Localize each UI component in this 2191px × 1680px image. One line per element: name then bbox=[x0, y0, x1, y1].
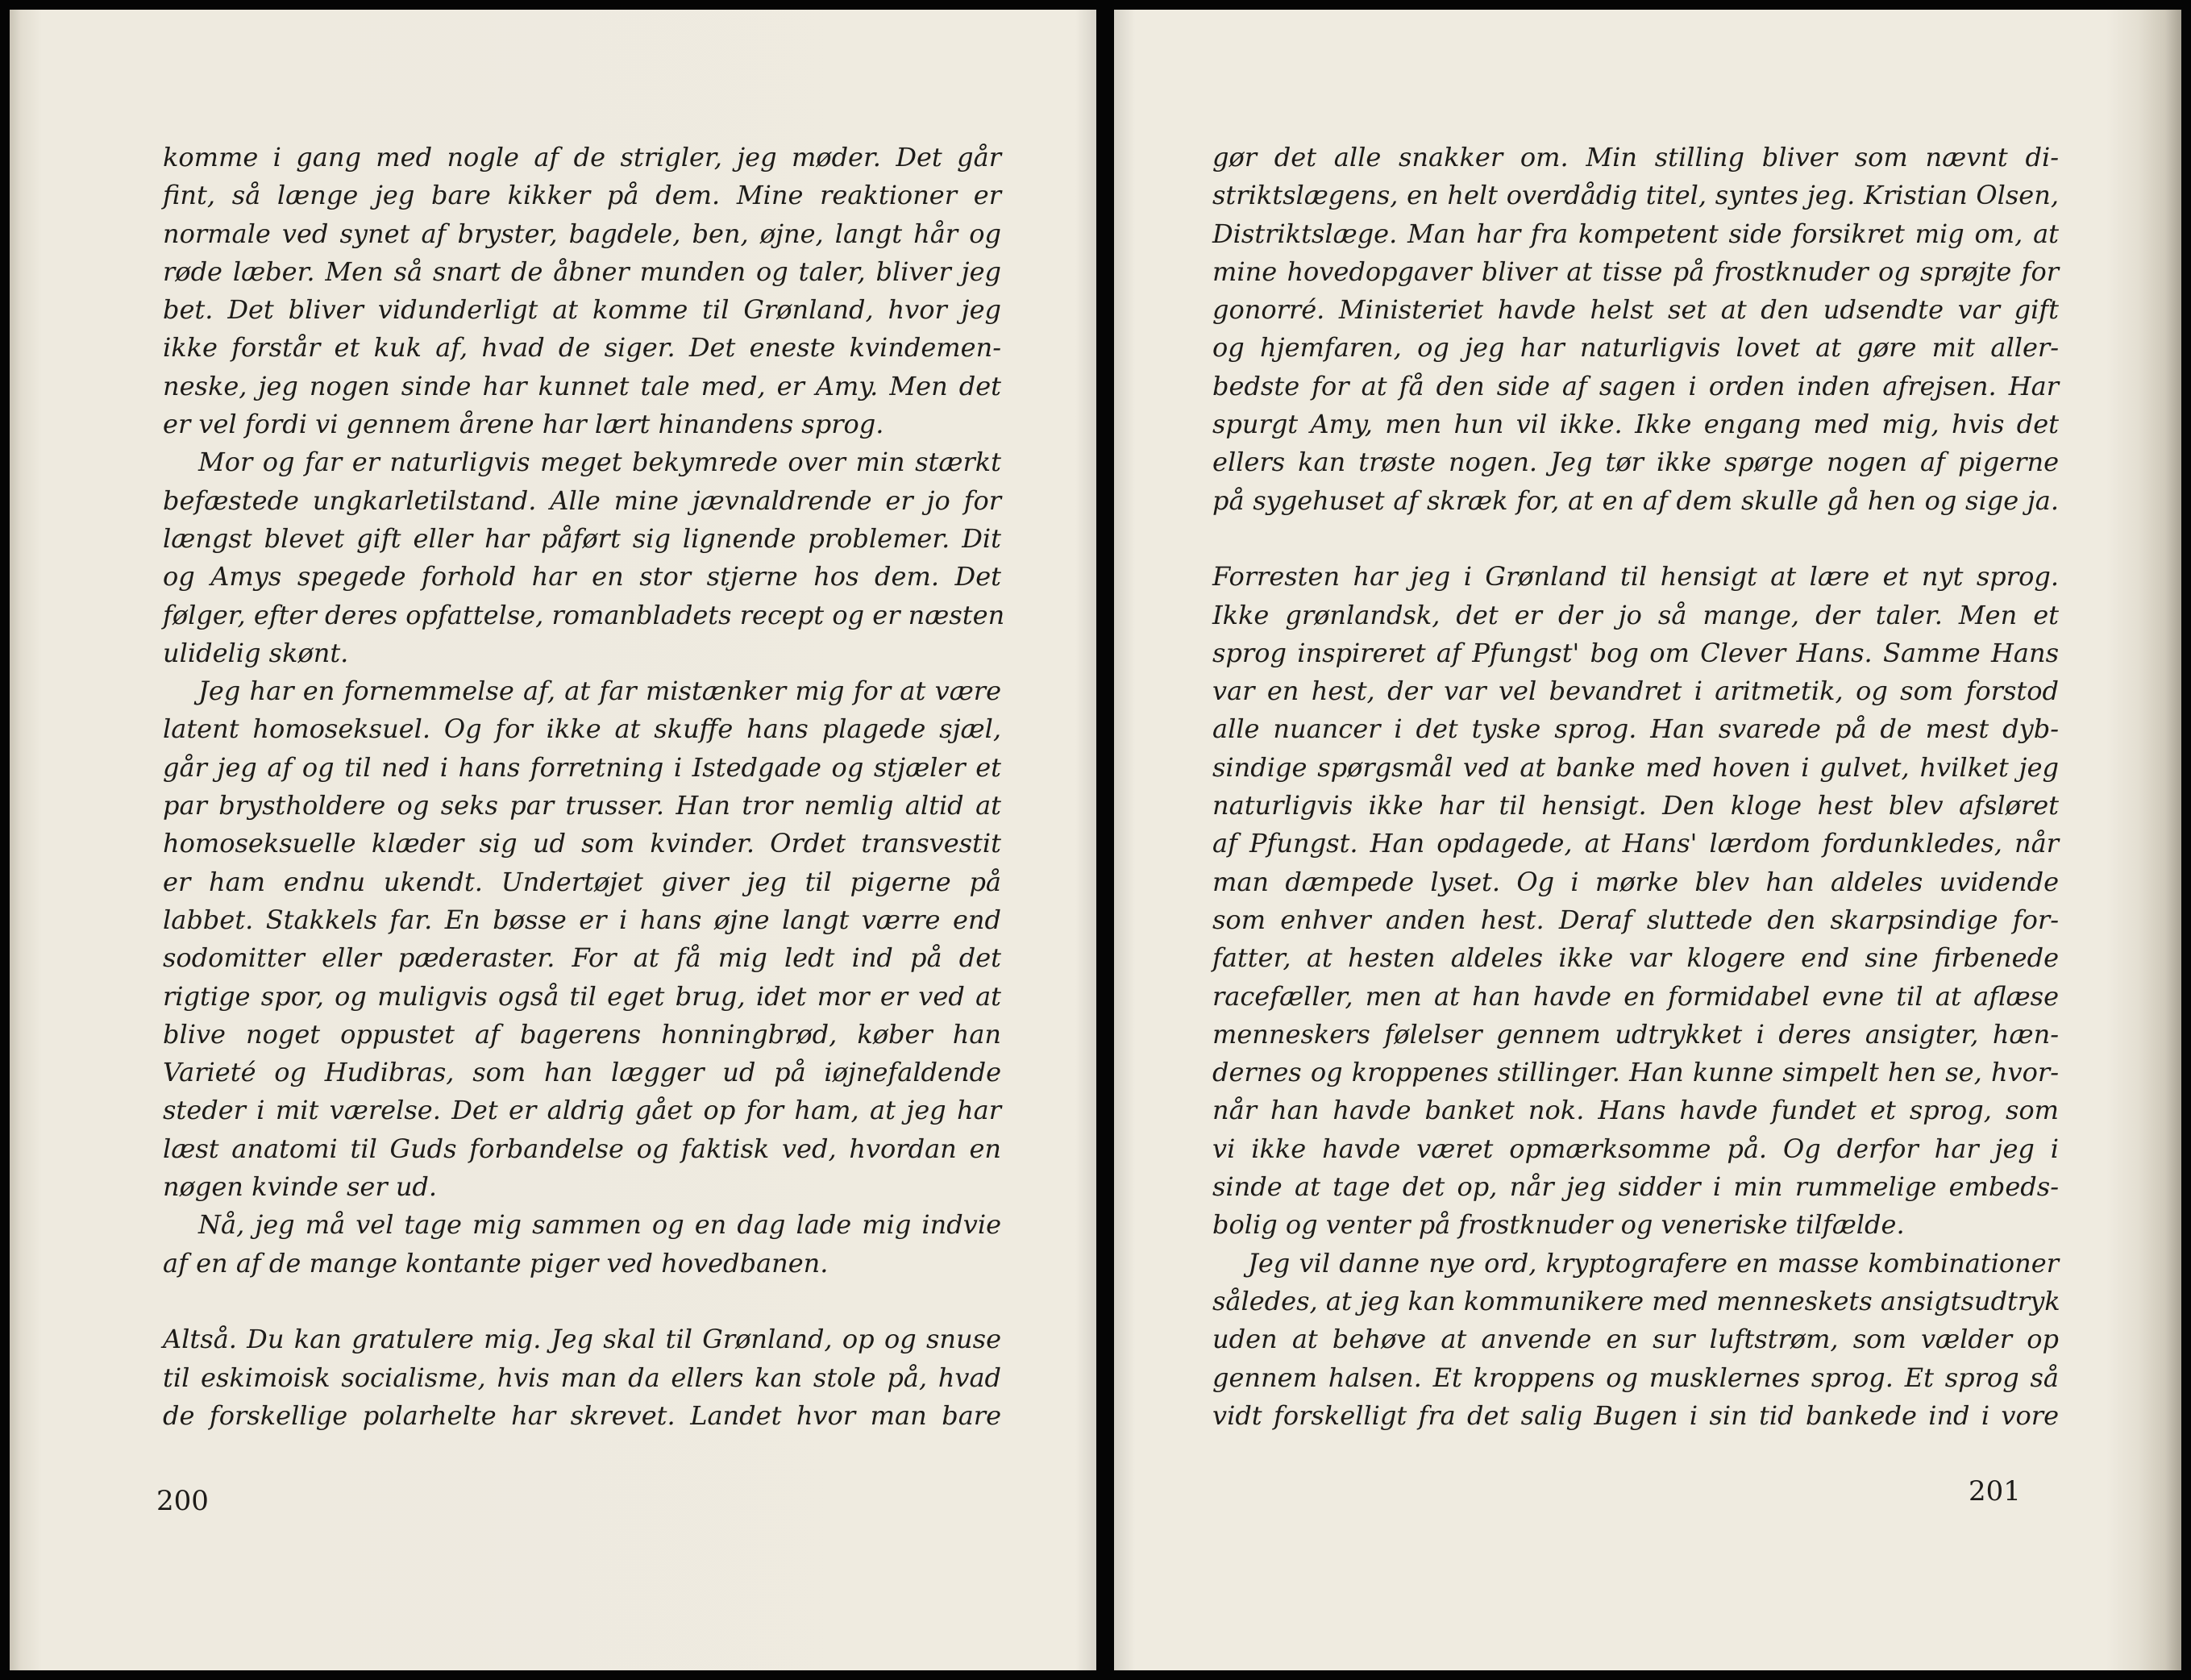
text-line: sprog inspireret af Pfungst' bog om Clever Hans. Samme Hans bbox=[1212, 637, 2059, 668]
text-line: labbet. Stakkels far. En bøsse er i hans øjne langt værre end bbox=[163, 904, 1001, 935]
text-line: de forskellige polarhelte har skrevet. Landet hvor man bare bbox=[163, 1399, 1001, 1431]
left-page-text bbox=[163, 139, 1005, 1435]
text-line: når han havde banket nok. Hans havde fundet et sprog, som bbox=[1212, 1095, 2059, 1126]
text-line: var en hest, der var vel bevandret i aritmetik, og som forstod bbox=[1212, 676, 2059, 707]
text-line: sinde at tage det op, når jeg sidder i min rummelige embeds- bbox=[1212, 1171, 2059, 1203]
text-line: Nå, jeg må vel tage mig sammen og en dag lade mig indvie bbox=[198, 1209, 1001, 1241]
text-line: rigtige spor, og muligvis også til eget brug, idet mor er ved at bbox=[163, 980, 1001, 1012]
text-line: dernes og kroppenes stillinger. Han kunne simpelt hen se, hvor- bbox=[1212, 1057, 2059, 1088]
text-line: Ikke grønlandsk, det er der jo så mange, der taler. Men et bbox=[1212, 599, 2059, 630]
text-line: bedste for at få den side af sagen i orden inden afrejsen. Har bbox=[1212, 370, 2059, 401]
text-line: alle nuancer i det tyske sprog. Han svarede på de mest dyb- bbox=[1212, 713, 2059, 745]
text-line: befæstede ungkarletilstand. Alle mine jævnaldrende er jo for bbox=[163, 484, 1001, 516]
gutter-shadow bbox=[1114, 10, 1135, 1670]
text-line: Varieté og Hudibras, som han lægger ud på iøjnefaldende bbox=[163, 1057, 1001, 1088]
text-line: Mor og far er naturligvis meget bekymrede over min stærkt bbox=[198, 447, 1001, 478]
page-number: 201 bbox=[1969, 1475, 2021, 1507]
text-line: og Amys spegede forhold har en stor stjerne hos dem. Det bbox=[163, 561, 1001, 593]
text-line: naturligvis ikke har til hensigt. Den kloge hest blev afsløret bbox=[1212, 790, 2059, 821]
text-line: Jeg vil danne nye ord, kryptografere en masse kombinationer bbox=[1248, 1247, 2059, 1279]
text-line: sindige spørgsmål ved at banke med hoven i gulvet, hvilket jeg bbox=[1212, 751, 2059, 783]
text-line: af en af de mange kontante piger ved hovedbanen. bbox=[163, 1247, 829, 1279]
text-line: længst blevet gift eller har påført sig lignende problemer. Dit bbox=[163, 522, 1001, 554]
text-line: er ham endnu ukendt. Undertøjet giver jeg til pigerne på bbox=[163, 866, 1001, 897]
text-line: Jeg har en fornemmelse af, at far mistænker mig for at være bbox=[198, 676, 1001, 707]
text-line: uden at behøve at anvende en sur luftstrøm, som vælder op bbox=[1212, 1324, 2059, 1355]
text-line: og hjemfaren, og jeg har naturligvis lovet at gøre mit aller- bbox=[1212, 332, 2059, 364]
text-line: ulidelig skønt. bbox=[163, 637, 349, 668]
right-page-text bbox=[1212, 139, 2059, 1435]
text-line: mine hovedopgaver bliver at tisse på frostknuder og sprøjte for bbox=[1212, 256, 2059, 287]
text-line: steder i mit værelse. Det er aldrig gået op for ham, at jeg har bbox=[163, 1095, 1001, 1126]
text-line: normale ved synet af bryster, bagdele, ben, øjne, langt hår og bbox=[163, 218, 1001, 249]
left-page bbox=[10, 10, 1096, 1670]
text-line: racefæller, men at han havde en formidabel evne til at aflæse bbox=[1212, 980, 2059, 1012]
text-line: på sygehuset af skræk for, at en af dem skulle gå hen og sige ja. bbox=[1212, 484, 2059, 516]
text-line: Altså. Du kan gratulere mig. Jeg skal til Grønland, op og snuse bbox=[163, 1324, 1001, 1355]
text-line: man dæmpede lyset. Og i mørke blev han aldeles uvidende bbox=[1212, 866, 2059, 897]
text-line: til eskimoisk socialisme, hvis man da ellers kan stole på, hvad bbox=[163, 1362, 1001, 1393]
text-line: homoseksuelle klæder sig ud som kvinder. Ordet transvestit bbox=[163, 828, 1001, 859]
gutter-shadow bbox=[1075, 10, 1096, 1670]
text-line: er vel fordi vi gennem årene har lært hinandens sprog. bbox=[163, 409, 884, 440]
text-line: ikke forstår et kuk af, hvad de siger. Det eneste kvindemen- bbox=[163, 332, 1001, 364]
text-line: følger, efter deres opfattelse, romanbladets recept og er næsten bbox=[163, 599, 1005, 630]
right-page bbox=[1114, 10, 2181, 1670]
text-line: således, at jeg kan kommunikere med menneskets ansigtsudtryk bbox=[1212, 1285, 2060, 1316]
text-line: går jeg af og til ned i hans forretning i Istedgade og stjæler et bbox=[163, 751, 1001, 783]
text-line: menneskers følelser gennem udtrykket i deres ansigter, hæn- bbox=[1212, 1018, 2059, 1050]
text-line: vi ikke havde været opmærksomme på. Og derfor har jeg i bbox=[1212, 1133, 2059, 1164]
text-line: vidt forskelligt fra det salig Bugen i sin tid bankede ind i vore bbox=[1212, 1399, 2059, 1431]
text-line: komme i gang med nogle af de strigler, jeg møder. Det går bbox=[163, 142, 1001, 173]
text-line: af Pfungst. Han opdagede, at Hans' lærdom fordunkledes, når bbox=[1212, 828, 2059, 859]
text-line: fatter, at hesten aldeles ikke var klogere end sine firbenede bbox=[1212, 942, 2059, 974]
text-line: gennem halsen. Et kroppens og musklernes sprog. Et sprog så bbox=[1212, 1362, 2059, 1393]
text-line: bolig og venter på frostknuder og veneriske tilfælde. bbox=[1212, 1209, 1905, 1241]
text-line: sodomitter eller pæderaster. For at få mig ledt ind på det bbox=[163, 942, 1001, 974]
page-number: 200 bbox=[156, 1485, 209, 1517]
text-line: par brystholdere og seks par trusser. Han tror nemlig altid at bbox=[163, 790, 1001, 821]
text-line: striktslægens, en helt overdådig titel, syntes jeg. Kristian Olsen, bbox=[1212, 180, 2059, 211]
section-break bbox=[1212, 520, 2059, 558]
text-line: latent homoseksuel. Og for ikke at skuffe hans plagede sjæl, bbox=[163, 713, 1001, 745]
text-line: nøgen kvinde ser ud. bbox=[163, 1171, 438, 1203]
section-break bbox=[163, 1283, 1001, 1320]
text-line: røde læber. Men så snart de åbner munden og taler, bliver jeg bbox=[163, 256, 1001, 287]
text-line: blive noget oppustet af bagerens honningbrød, køber han bbox=[163, 1018, 1001, 1050]
text-line: læst anatomi til Guds forbandelse og faktisk ved, hvordan en bbox=[163, 1133, 1001, 1164]
text-line: ellers kan trøste nogen. Jeg tør ikke spørge nogen af pigerne bbox=[1212, 447, 2059, 478]
text-line: gør det alle snakker om. Min stilling bliver som nævnt di- bbox=[1212, 142, 2059, 173]
text-line: gonorré. Ministeriet havde helst set at den udsendte var gift bbox=[1212, 294, 2059, 326]
text-line: spurgt Amy, men hun vil ikke. Ikke engang med mig, hvis det bbox=[1212, 409, 2059, 440]
text-line: som enhver anden hest. Deraf sluttede den skarpsindige for- bbox=[1212, 904, 2059, 935]
text-line: Forresten har jeg i Grønland til hensigt at lære et nyt sprog. bbox=[1212, 561, 2059, 593]
text-line: fint, så længe jeg bare kikker på dem. Mine reaktioner er bbox=[163, 180, 1001, 211]
text-line: Distriktslæge. Man har fra kompetent side forsikret mig om, at bbox=[1212, 218, 2059, 249]
text-line: neske, jeg nogen sinde har kunnet tale med, er Amy. Men det bbox=[163, 370, 1001, 401]
text-line: bet. Det bliver vidunderligt at komme til Grønland, hvor jeg bbox=[163, 294, 1001, 326]
